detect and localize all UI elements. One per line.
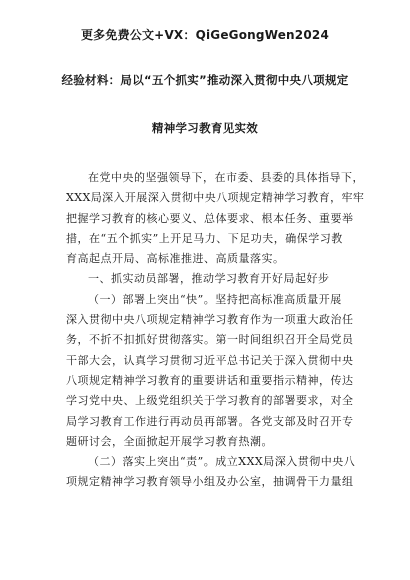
body-line: 局学习教育工作进行再动员再部署。各党支部及时召开专 xyxy=(66,414,354,428)
body-line: 一、抓实动员部署，推动学习教育开好局起好步 xyxy=(88,272,330,286)
body-line: 在党中央的坚强领导下，在市委、县委的具体指导下， xyxy=(88,171,364,184)
document-body xyxy=(66,168,366,493)
body-line: XXX局深入开展深入贯彻中央八项规定精神学习教育，牢牢 xyxy=(66,191,365,205)
body-line: 深入贯彻中央八项规定精神学习教育作为一项重大政治任 xyxy=(66,313,354,327)
body-line: 育高起点开局、高标准推进、高质量落实。 xyxy=(66,252,285,266)
promo-header: 更多免费公文+VX：QiGeGongWen2024 xyxy=(80,28,329,42)
body-line: 务，不折不扣抓好贯彻落实。第一时间组织召开全局党员 xyxy=(66,333,354,347)
body-line: 把握学习教育的核心要义、总体要求、根本任务、重要举 xyxy=(66,211,354,225)
body-line: 干部大会，认真学习贯彻习近平总书记关于深入贯彻中央 xyxy=(66,353,354,367)
body-line: 学习党中央、上级党组织关于学习教育的部署要求，对全 xyxy=(66,394,354,408)
body-line: 八项规定精神学习教育的重要讲话和重要指示精神，传达 xyxy=(66,373,354,387)
body-line: （二）落实上突出“责”。成立XXX局深入贯彻中央八 xyxy=(88,455,356,469)
body-line: 项规定精神学习教育领导小组及办公室，抽调骨干力量组 xyxy=(66,475,354,489)
body-line: （一）部署上突出“快”。坚持把高标准高质量开展 xyxy=(88,292,342,306)
body-line: 题研讨会，全面掀起开展学习教育热潮。 xyxy=(66,434,273,448)
body-line: 措，在“五个抓实”上开足马力、下足功夫，确保学习教 xyxy=(66,231,343,245)
document-title-line-1: 经验材料：局以“五个抓实”推动深入贯彻中央八项规定 xyxy=(61,73,349,87)
document-title-line-2: 精神学习教育见实效 xyxy=(151,121,259,135)
